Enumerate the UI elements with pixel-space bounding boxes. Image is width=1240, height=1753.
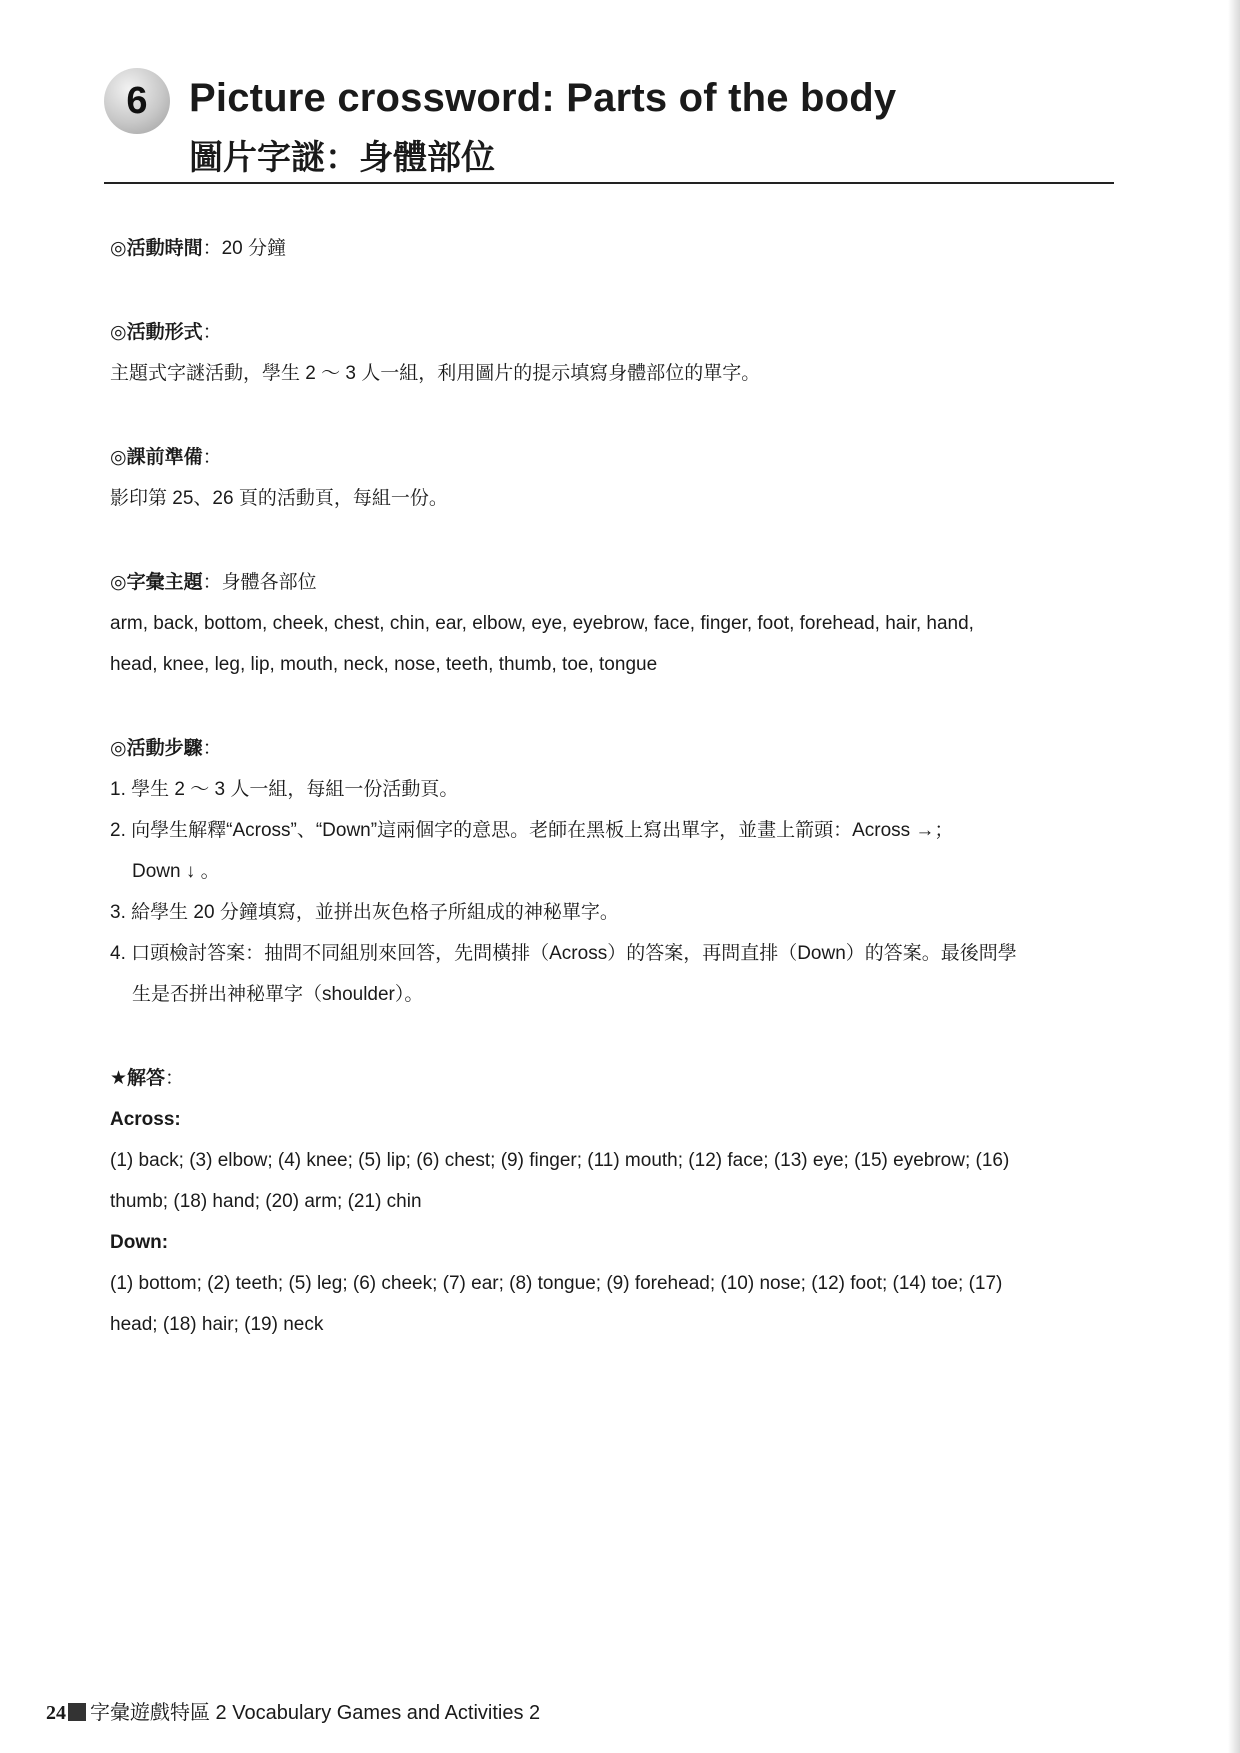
down-answers-line-1: (1) bottom; (2) teeth; (5) leg; (6) cheek; (7) ear; (8) tongue; (9) forehead; (10) nose; (12) foot; (14) toe; (17) xyxy=(110,1273,1003,1294)
down-answers-line-2: head; (18) hair; (19) neck xyxy=(110,1314,324,1335)
footer-square-marker xyxy=(68,1703,86,1721)
step-3: 3. 給學生 20 分鐘填寫，並拼出灰色格子所組成的神秘單字。 xyxy=(110,902,619,923)
step-2-line-1: 2. 向學生解釋“Across”、“Down”這兩個字的意思。老師在黑板上寫出單字，並畫上箭頭：Across →； xyxy=(110,820,954,841)
answers-label: ★解答 xyxy=(110,1068,166,1089)
step-2-line-2: Down ↓ 。 xyxy=(132,861,220,882)
spacer xyxy=(110,394,1115,437)
activity-format-colon: ： xyxy=(202,322,222,343)
title-divider xyxy=(104,182,1114,184)
section-number-badge: 6 xyxy=(104,68,170,134)
spacer xyxy=(110,1015,1115,1058)
step-4-line-1: 4. 口頭檢討答案：抽問不同組別來回答，先問橫排（Across）的答案，再問直排（Down）的答案。最後問學 xyxy=(110,943,1017,964)
activity-time xyxy=(110,228,1115,269)
step-4-line-2: 生是否拼出神秘單字（shoulder）。 xyxy=(132,984,424,1005)
activity-format-text: 主題式字謎活動，學生 2 ～ 3 人一組，利用圖片的提示填寫身體部位的單字。 xyxy=(110,363,761,384)
across-heading: Across: xyxy=(110,1109,181,1130)
page-number: 24 xyxy=(46,1702,66,1724)
answers-heading xyxy=(110,1058,1115,1099)
prep-text: 影印第 25、26 頁的活動頁，每組一份。 xyxy=(110,488,448,509)
activity-format-heading xyxy=(110,312,1115,353)
page-title-chinese: 圖片字謎：身體部位 xyxy=(189,139,495,177)
across-answers-line-2: thumb; (18) hand; (20) arm; (21) chin xyxy=(110,1191,422,1212)
book-title: 字彙遊戲特區 2 Vocabulary Games and Activities 2 xyxy=(90,1702,541,1724)
vocab-list-line-2: head, knee, leg, lip, mouth, neck, nose, teeth, thumb, toe, tongue xyxy=(110,654,658,675)
steps-label: ◎活動步驟 xyxy=(110,738,203,759)
steps-heading xyxy=(110,728,1115,769)
across-answers-line-1: (1) back; (3) elbow; (4) knee; (5) lip; (6) chest; (9) finger; (11) mouth; (12) face; (13) eye; (15) eyebrow; (16) xyxy=(110,1150,1010,1171)
spacer xyxy=(110,519,1115,562)
page-footer xyxy=(46,1696,540,1725)
page-title-english: Picture crossword: Parts of the body xyxy=(189,76,897,120)
activity-format-label: ◎活動形式 xyxy=(110,322,203,343)
prep-colon: ： xyxy=(202,447,222,468)
activity-time-label: ◎活動時間 xyxy=(110,238,203,259)
page-edge-shadow xyxy=(1228,0,1240,1753)
step-1: 1. 學生 2 ～ 3 人一組，每組一份活動頁。 xyxy=(110,779,459,800)
vocab-list-line-1: arm, back, bottom, cheek, chest, chin, ear, elbow, eye, eyebrow, face, finger, foot, forehead, hair, hand, xyxy=(110,613,974,634)
answers-colon: ： xyxy=(165,1068,185,1089)
down-heading: Down: xyxy=(110,1232,169,1253)
prep-heading xyxy=(110,437,1115,478)
page-header xyxy=(104,68,1114,184)
vocab-value: ：身體各部位 xyxy=(202,572,317,593)
prep-label: ◎課前準備 xyxy=(110,447,203,468)
vocab-heading xyxy=(110,562,1115,603)
page-content xyxy=(110,228,1115,1345)
spacer xyxy=(110,685,1115,728)
activity-time-value: ：20 分鐘 xyxy=(202,238,287,259)
steps-colon: ： xyxy=(202,738,222,759)
spacer xyxy=(110,269,1115,312)
vocab-label: ◎字彙主題 xyxy=(110,572,203,593)
